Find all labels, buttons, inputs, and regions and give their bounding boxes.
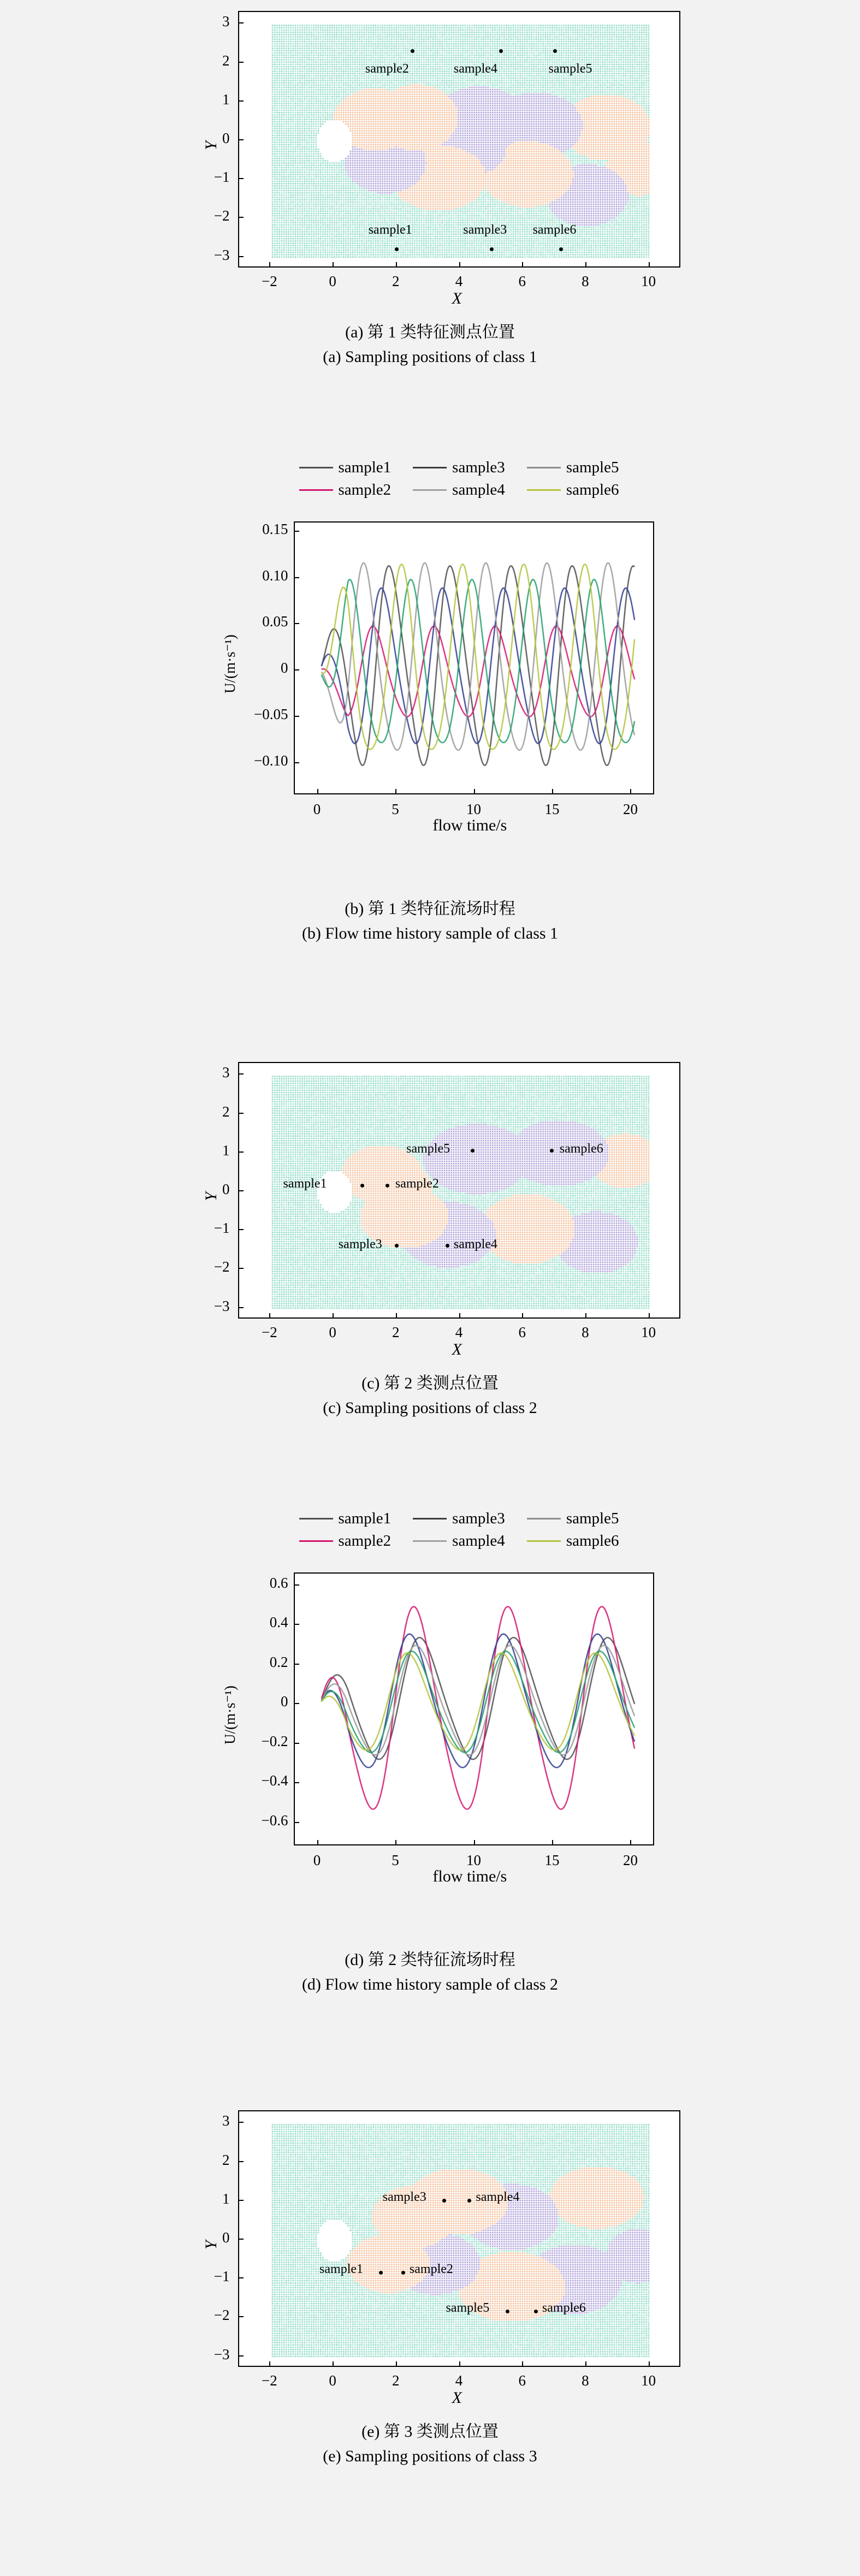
legend-item-sample2: [299, 1532, 392, 1550]
y-tick: [294, 1584, 299, 1586]
x-tick-label: 2: [392, 273, 400, 289]
legend-item-sample4: [413, 481, 505, 499]
y-tick-label: 0.2: [269, 1653, 288, 1670]
axes-box-a: [238, 11, 680, 268]
x-tick-label: 8: [582, 1324, 589, 1340]
sample-label-sample3: sample3: [338, 1237, 382, 1251]
y-tick-label: −2: [213, 207, 230, 224]
legend-swatch-sample6: [527, 489, 561, 491]
y-tick: [238, 1307, 244, 1308]
y-tick-label: 0.6: [269, 1574, 288, 1591]
x-axis-title-e: X: [452, 2389, 462, 2407]
legend-swatch-sample2: [299, 1540, 333, 1542]
y-tick: [238, 2316, 244, 2317]
y-tick: [238, 1073, 244, 1075]
sample-point-sample4: [467, 2199, 471, 2203]
x-tick: [552, 789, 553, 794]
x-tick-label: 5: [392, 1852, 399, 1868]
line-plot-b: [130, 453, 731, 890]
legend-label-sample3: sample3: [452, 459, 505, 476]
sample-point-sample2: [411, 49, 414, 53]
sample-point-sample5: [471, 1149, 475, 1153]
y-tick: [238, 217, 244, 218]
y-tick: [238, 100, 244, 102]
caption-a-cn: (a) 第 1 类特征测点位置: [345, 323, 515, 341]
x-tick: [630, 1840, 631, 1845]
legend-label-sample1: sample1: [338, 1510, 392, 1527]
x-tick: [395, 789, 396, 794]
x-tick-label: 0: [313, 1852, 321, 1868]
legend-item-sample1: [299, 1510, 392, 1528]
y-tick: [238, 256, 244, 257]
y-tick: [238, 62, 244, 63]
y-tick: [294, 1664, 299, 1665]
y-tick: [294, 716, 299, 717]
x-tick-label: 10: [466, 801, 481, 817]
y-tick-label: −2: [213, 1259, 230, 1275]
axes-box-e: [238, 2110, 680, 2367]
legend-item-sample3: [413, 1510, 505, 1528]
y-tick-label: 3: [222, 1064, 230, 1081]
y-tick: [294, 762, 299, 763]
legend-item-sample5: [527, 1510, 619, 1528]
x-tick-label: 6: [518, 2372, 526, 2389]
y-tick-label: 0.05: [262, 613, 288, 630]
x-tick: [474, 1840, 475, 1845]
legend-swatch-sample4: [413, 1540, 447, 1542]
y-tick: [238, 1190, 244, 1191]
y-tick-label: 2: [222, 52, 230, 69]
y-tick-label: 3: [222, 13, 230, 30]
y-tick: [294, 1822, 299, 1823]
y-tick-label: −3: [213, 246, 230, 263]
x-axis-title-c: X: [452, 1340, 462, 1358]
y-tick: [294, 1703, 299, 1704]
x-tick: [459, 2361, 460, 2367]
x-tick: [396, 2361, 397, 2367]
sample-point-sample1: [395, 247, 399, 251]
legend-swatch-sample1: [299, 467, 333, 468]
scatter-plot-c: [157, 1056, 703, 1362]
sample-point-sample6: [550, 1149, 554, 1153]
y-tick-label: −2: [213, 2307, 230, 2324]
sample-label-sample1: sample1: [283, 1177, 327, 1191]
sample-point-sample6: [559, 247, 563, 251]
x-tick-label: 8: [582, 2372, 589, 2389]
legend-label-sample1: sample1: [338, 459, 392, 476]
y-tick-label: 0: [281, 1693, 288, 1710]
x-tick: [649, 1313, 650, 1319]
y-tick-label: 0.10: [262, 567, 288, 584]
y-tick: [294, 1743, 299, 1744]
y-tick: [238, 2277, 244, 2278]
y-tick-label: −0.05: [254, 705, 288, 722]
x-tick-label: 5: [392, 801, 399, 817]
y-tick: [238, 22, 244, 23]
caption-d-en: (d) Flow time history sample of class 2: [301, 1975, 559, 1993]
y-tick-label: 0: [222, 130, 230, 146]
sample-label-sample2: sample2: [395, 1177, 439, 1191]
y-tick-label: −0.10: [254, 752, 288, 769]
legend-item-sample6: [527, 481, 619, 499]
y-axis-title-a: Y: [201, 141, 220, 150]
x-tick-label: 15: [544, 801, 560, 817]
panel-e: [0, 2105, 860, 2468]
sample-label-sample6: sample6: [542, 2301, 586, 2316]
y-tick: [238, 1113, 244, 1114]
caption-e-en: (e) Sampling positions of class 3: [323, 2447, 537, 2465]
y-tick: [294, 669, 299, 670]
x-tick: [395, 1840, 396, 1845]
sample-label-sample1: sample1: [319, 2262, 364, 2276]
sample-label-sample5: sample5: [446, 2301, 490, 2316]
axes-box-c: [238, 1062, 680, 1319]
x-tick-label: 8: [582, 273, 589, 289]
y-tick: [238, 1268, 244, 1269]
x-tick: [396, 262, 397, 268]
panel-a: [0, 5, 860, 369]
y-tick-label: 1: [222, 2190, 230, 2207]
sample-point-sample1: [360, 1184, 364, 1188]
y-axis-title-b: U/(m·s⁻¹): [221, 634, 238, 693]
x-axis-title-b: flow time/s: [432, 816, 507, 834]
sample-point-sample1: [379, 2271, 383, 2275]
x-tick-label: 10: [641, 273, 656, 289]
x-tick: [333, 262, 334, 268]
sample-label-sample6: sample6: [559, 1142, 603, 1156]
x-tick: [552, 1840, 553, 1845]
sample-label-sample2: sample2: [365, 61, 409, 76]
x-tick: [459, 262, 460, 268]
x-tick-label: 20: [622, 1852, 638, 1868]
x-tick-label: 10: [641, 2372, 656, 2389]
legend-swatch-sample1: [299, 1518, 333, 1520]
x-tick-label: 0: [313, 801, 321, 817]
x-tick-label: 6: [518, 273, 526, 289]
y-tick: [294, 1624, 299, 1625]
x-tick-label: 0: [329, 2372, 336, 2389]
x-tick: [396, 1313, 397, 1319]
x-tick-label: 4: [455, 1324, 463, 1340]
sample-point-sample3: [490, 247, 494, 251]
scatter-plot-e: [157, 2105, 703, 2411]
x-tick-label: 15: [544, 1852, 560, 1868]
sample-point-sample3: [395, 1244, 399, 1248]
x-tick: [317, 1840, 318, 1845]
x-tick-label: 0: [329, 1324, 336, 1340]
x-tick: [649, 2361, 650, 2367]
y-tick: [294, 1782, 299, 1783]
legend-label-sample2: sample2: [338, 1532, 392, 1550]
sample-point-sample4: [446, 1244, 449, 1248]
panel-c: [0, 1056, 860, 1420]
caption-a-en: (a) Sampling positions of class 1: [323, 348, 537, 366]
y-tick-label: 1: [222, 91, 230, 108]
legend-swatch-sample5: [527, 1518, 561, 1520]
caption-b-en: (b) Flow time history sample of class 1: [301, 924, 559, 942]
sample-label-sample4: sample4: [453, 1237, 497, 1251]
x-tick: [474, 789, 475, 794]
x-tick: [522, 262, 523, 268]
x-tick: [585, 2361, 586, 2367]
y-tick-label: −0.6: [261, 1812, 288, 1829]
legend-d: [299, 1510, 619, 1550]
sample-point-sample5: [553, 49, 557, 53]
y-tick: [238, 2239, 244, 2240]
y-tick: [238, 178, 244, 179]
caption-b-cn: (b) 第 1 类特征流场时程: [345, 900, 515, 918]
x-tick: [269, 2361, 270, 2367]
x-tick: [585, 1313, 586, 1319]
legend-swatch-sample5: [527, 467, 561, 468]
y-tick-label: −1: [213, 169, 230, 186]
legend-label-sample4: sample4: [452, 481, 505, 498]
y-axis-title-e: Y: [201, 2240, 220, 2249]
x-tick: [522, 1313, 523, 1319]
y-tick: [238, 2355, 244, 2357]
y-tick: [294, 531, 299, 532]
x-tick: [585, 262, 586, 268]
sample-label-sample6: sample6: [532, 223, 577, 238]
y-tick-label: 0.4: [269, 1614, 288, 1631]
x-tick-label: −2: [261, 2372, 277, 2389]
y-tick-label: −1: [213, 2268, 230, 2285]
y-tick: [238, 2161, 244, 2162]
y-tick-label: 0: [222, 1181, 230, 1197]
x-tick: [269, 262, 270, 268]
y-tick-label: −0.4: [261, 1772, 288, 1789]
scatter-plot-a: [157, 5, 703, 311]
x-tick-label: −2: [261, 1324, 277, 1340]
sample-point-sample5: [506, 2310, 509, 2313]
legend-b: [299, 459, 619, 499]
y-axis-title-d: U/(m·s⁻¹): [221, 1685, 238, 1744]
caption-c-en: (c) Sampling positions of class 2: [323, 1399, 537, 1417]
y-tick-label: −0.2: [261, 1732, 288, 1749]
legend-swatch-sample2: [299, 489, 333, 491]
y-tick-label: 0: [222, 2229, 230, 2246]
legend-item-sample4: [413, 1532, 505, 1550]
sample-label-sample3: sample3: [463, 223, 507, 238]
x-tick-label: 4: [455, 2372, 463, 2389]
y-tick: [238, 2122, 244, 2123]
legend-swatch-sample4: [413, 489, 447, 491]
y-tick-label: −1: [213, 1220, 230, 1237]
legend-item-sample1: [299, 459, 392, 477]
legend-item-sample5: [527, 459, 619, 477]
x-axis-title-a: X: [452, 289, 462, 307]
x-tick-label: 4: [455, 273, 463, 289]
caption-c-cn: (c) 第 2 类测点位置: [361, 1374, 499, 1392]
legend-item-sample2: [299, 481, 392, 499]
y-tick-label: −3: [213, 2346, 230, 2363]
x-tick-label: 2: [392, 1324, 400, 1340]
x-tick: [333, 2361, 334, 2367]
sample-label-sample5: sample5: [548, 61, 592, 76]
y-tick-label: 3: [222, 2112, 230, 2129]
y-tick: [238, 2200, 244, 2201]
y-tick: [238, 1229, 244, 1230]
x-tick-label: 6: [518, 1324, 526, 1340]
axes-box-b: [294, 521, 654, 794]
legend-swatch-sample6: [527, 1540, 561, 1542]
x-tick: [459, 1313, 460, 1319]
x-tick-label: 10: [466, 1852, 481, 1868]
sample-label-sample1: sample1: [368, 223, 412, 238]
legend-label-sample4: sample4: [452, 1532, 505, 1550]
caption-d-cn: (d) 第 2 类特征流场时程: [345, 1951, 515, 1969]
x-tick: [317, 789, 318, 794]
y-tick-label: 0.15: [262, 520, 288, 537]
line-plot-d: [130, 1504, 731, 1941]
caption-e-cn: (e) 第 3 类测点位置: [361, 2423, 499, 2441]
panel-b: [0, 453, 860, 946]
y-tick: [294, 577, 299, 578]
x-tick-label: 10: [641, 1324, 656, 1340]
x-tick-label: 20: [622, 801, 638, 817]
y-tick-label: −3: [213, 1297, 230, 1314]
legend-label-sample5: sample5: [566, 459, 619, 476]
legend-label-sample5: sample5: [566, 1510, 619, 1527]
y-tick-label: 2: [222, 1103, 230, 1120]
x-axis-title-d: flow time/s: [432, 1867, 507, 1885]
sample-label-sample3: sample3: [382, 2190, 426, 2205]
panel-d: [0, 1504, 860, 1997]
legend-label-sample3: sample3: [452, 1510, 505, 1527]
x-tick-label: −2: [261, 273, 277, 289]
legend-label-sample6: sample6: [566, 481, 619, 498]
x-tick-label: 0: [329, 273, 336, 289]
legend-label-sample6: sample6: [566, 1532, 619, 1550]
sample-label-sample5: sample5: [406, 1142, 450, 1156]
legend-item-sample3: [413, 459, 505, 477]
sample-point-sample3: [442, 2199, 446, 2203]
legend-label-sample2: sample2: [338, 481, 392, 498]
y-tick: [238, 1152, 244, 1153]
y-tick-label: 0: [281, 660, 288, 676]
legend-swatch-sample3: [413, 467, 447, 468]
sample-point-sample2: [385, 1184, 389, 1188]
y-tick: [294, 623, 299, 624]
y-axis-title-c: Y: [201, 1192, 220, 1201]
sample-point-sample6: [534, 2310, 538, 2313]
legend-swatch-sample3: [413, 1518, 447, 1520]
x-tick: [269, 1313, 270, 1319]
sample-point-sample2: [401, 2271, 405, 2275]
y-tick-label: 1: [222, 1142, 230, 1159]
x-tick: [333, 1313, 334, 1319]
y-tick-label: 2: [222, 2151, 230, 2168]
sample-point-sample4: [499, 49, 503, 53]
sample-label-sample4: sample4: [476, 2190, 520, 2205]
x-tick: [630, 789, 631, 794]
axes-box-d: [294, 1572, 654, 1845]
sample-label-sample2: sample2: [409, 2262, 453, 2276]
x-tick-label: 2: [392, 2372, 400, 2389]
x-tick: [522, 2361, 523, 2367]
y-tick: [238, 139, 244, 140]
sample-label-sample4: sample4: [453, 61, 497, 76]
legend-item-sample6: [527, 1532, 619, 1550]
x-tick: [649, 262, 650, 268]
